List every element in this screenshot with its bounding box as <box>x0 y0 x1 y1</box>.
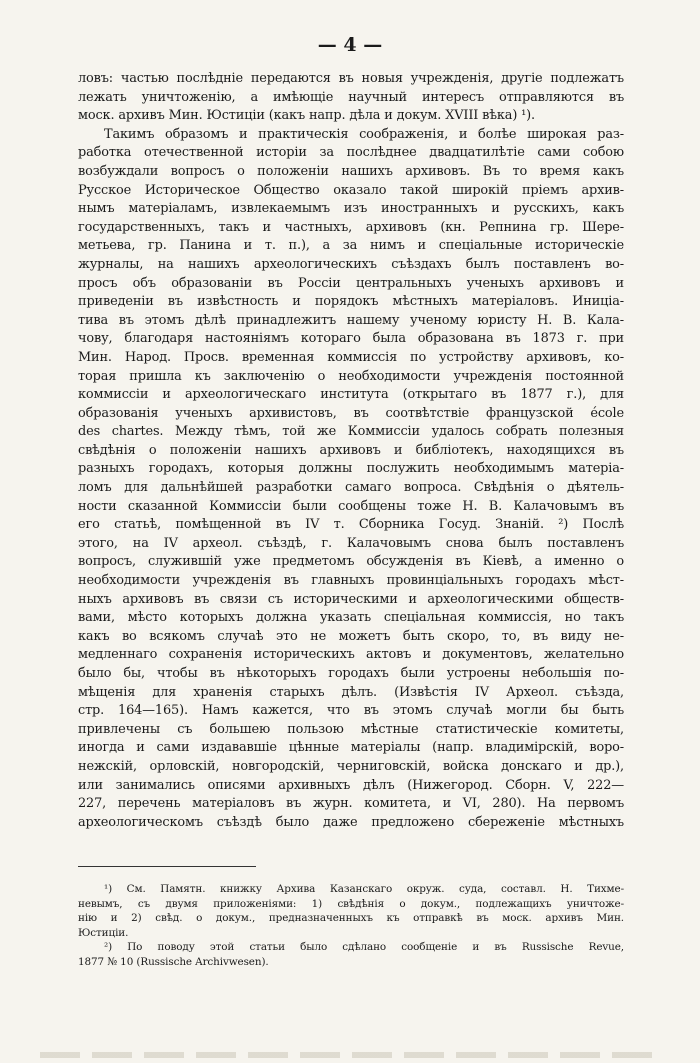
scan-artifact <box>40 1052 660 1058</box>
body-line: нымъ матеріаламъ, извлекаемымъ изъ иностранныхъ и русскихъ, какъ <box>78 201 624 217</box>
body-line: стр. 164—165). Намъ кажется, что въ этомъ случаѣ могли бы быть <box>78 703 624 719</box>
body-line: журналы, на нашихъ археологическихъ съѣздахъ былъ поставленъ во- <box>78 256 624 272</box>
body-line: работка отечественной исторіи за послѣднее двадцатилѣтіе сами собою <box>78 145 624 161</box>
footnote-line: ²) По поводу этой статьи было сдѣлано сообщеніе и въ Russische Revue, <box>104 941 624 954</box>
body-line: метьева, гр. Панина и т. п.), а за нимъ и спеціальные историческіе <box>78 238 624 254</box>
body-line: какъ во всякомъ случаѣ это не можетъ быть скоро, то, въ виду не- <box>78 628 624 644</box>
body-line: моск. архивъ Мин. Юстиціи (какъ напр. дѣла и докум. XVIII вѣка) ¹). <box>78 108 535 124</box>
body-line: вопросъ, служившій уже предметомъ обсужденія въ Кіевѣ, а именно о <box>78 554 624 570</box>
body-line: вами, мѣсто которыхъ должна указать спеціальная коммиссія, но такъ <box>78 610 624 626</box>
body-line: ловъ: частью послѣдніе передаются въ новыя учрежденія, другіе подлежатъ <box>78 71 624 86</box>
body-line: торая пришла къ заключенію о необходимости учрежденія постоянной <box>78 368 624 384</box>
footnote-line: 1877 № 10 (Russische Archivwesen). <box>78 955 269 968</box>
body-line: 227, перечень матеріаловъ въ журн. комитета, и VI, 280). На первомъ <box>78 796 624 812</box>
body-line: его статьѣ, помѣщенной въ IV т. Сборника Госуд. Знаній. ²) Послѣ <box>78 517 624 533</box>
body-line: нежскій, орловскій, новгородскій, черниговскій, войска донскаго и др.), <box>78 758 624 774</box>
body-line: тива въ этомъ дѣлѣ принадлежитъ нашему ученому юристу Н. В. Кала- <box>78 312 624 328</box>
body-line: лежать уничтоженію, а имѣющіе научный интересъ отправляются въ <box>78 89 624 105</box>
body-line: медленнаго сохраненія историческихъ актовъ и документовъ, желательно <box>78 647 624 663</box>
body-line: образованія ученыхъ архивистовъ, въ соотвѣтствіе французской école <box>78 405 624 421</box>
body-line: ности сказанной Коммиссіи были сообщены тоже Н. В. Калачовымъ въ <box>78 498 624 514</box>
body-line: просъ объ образованіи въ Россіи центральныхъ ученыхъ архивовъ и <box>78 275 624 291</box>
body-line: des chartes. Между тѣмъ, той же Коммиссіи удалось собрать полезныя <box>78 424 624 440</box>
body-line: разныхъ городахъ, которыя должны послужить необходимымъ матеріа- <box>78 461 624 477</box>
body-line: ныхъ архивовъ въ связи съ историческими и археологическими обществ- <box>78 591 624 607</box>
footnote-line: нію и 2) свѣд. о докум., предназначенныхъ къ отправкѣ въ моск. архивъ Мин. <box>78 912 624 925</box>
body-line: Такимъ образомъ и практическія соображенія, и болѣе широкая раз- <box>104 126 624 142</box>
footnote-line: ¹) См. Памятн. книжку Архива Казанскаго окруж. суда, составл. Н. Тихме- <box>104 883 624 895</box>
body-line: чову, благодаря настояніямъ котораго была образована въ 1873 г. при <box>78 331 624 347</box>
body-line: мѣщенія для храненія старыхъ дѣлъ. (Извѣстія IV Археол. съѣзда, <box>78 684 624 700</box>
body-line: коммиссіи и археологическаго института (открытаго въ 1877 г.), для <box>78 387 624 403</box>
footnotes <box>78 882 624 970</box>
footnote-divider <box>78 866 256 867</box>
body-line: Мин. Народ. Просв. временная коммиссія по устройству архивовъ, ко- <box>78 349 624 365</box>
body-line: свѣдѣнія о положеніи нашихъ архивовъ и библіотекъ, находящихся въ <box>78 442 624 458</box>
body-line: привлечены съ большею пользою мѣстные статистическіе комитеты, <box>78 721 624 737</box>
body-line: ломъ для дальнѣйшей разработки самаго вопроса. Свѣдѣнія о дѣятель- <box>78 480 624 496</box>
footnote-line: Юстиціи. <box>78 926 129 939</box>
body-line: необходимости учрежденія въ главныхъ провинціальныхъ городахъ мѣст- <box>78 573 624 589</box>
body-line: было бы, чтобы въ нѣкоторыхъ городахъ были устроены небольшія по- <box>78 666 624 681</box>
body-line: археологическомъ съѣздѣ было даже предложено сбереженіе мѣстныхъ <box>78 814 624 830</box>
body-line: государственныхъ, такъ и частныхъ, архивовъ (кн. Репнина гр. Шере- <box>78 219 624 235</box>
body-line: приведеніи въ извѣстность и порядокъ мѣстныхъ матеріаловъ. Иниціа- <box>78 294 624 310</box>
body-line: этого, на IV археол. съѣздѣ, г. Калачовымъ снова былъ поставленъ <box>78 535 624 551</box>
main-text <box>78 70 624 832</box>
body-line: иногда и сами издававшіе цѣнные матеріалы (напр. владимірскій, воро- <box>78 740 624 756</box>
footnote-line: невымъ, съ двумя приложеніями: 1) свѣдѣнія о докум., подлежащихъ уничтоже- <box>78 897 624 910</box>
body-line: Русское Историческое Общество оказало такой широкій пріемъ архив- <box>78 182 624 198</box>
page-number: — 4 — <box>317 34 383 56</box>
body-line: или занимались описями архивныхъ дѣлъ (Нижегород. Сборн. V, 222— <box>78 777 624 793</box>
body-line: возбуждали вопросъ о положеніи нашихъ архивовъ. Въ то время какъ <box>78 163 624 179</box>
